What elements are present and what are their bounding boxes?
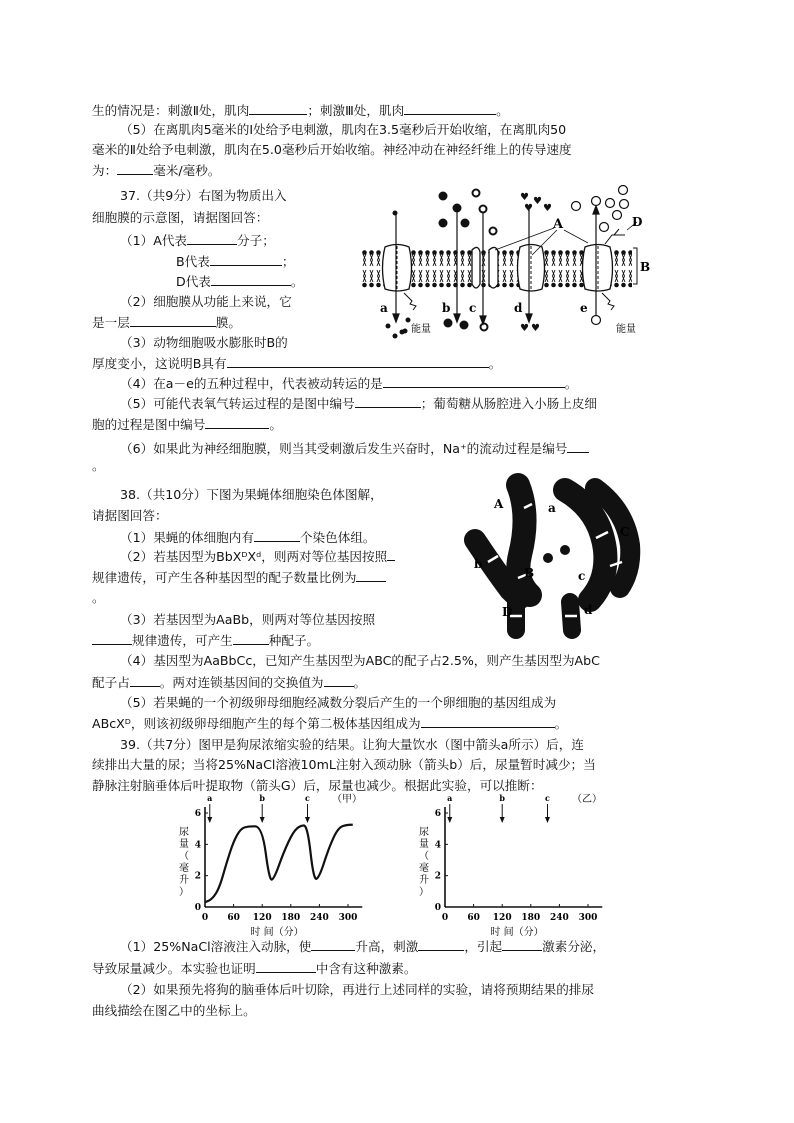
q37-part6-a — [120, 440, 589, 456]
gene-label: a — [548, 501, 556, 515]
q37-part1-b — [176, 253, 294, 269]
text: 导致尿量减少。本实验也证明 — [92, 961, 256, 976]
text: 。 — [564, 376, 578, 391]
gene-label: B — [524, 566, 535, 580]
svg-text:♥: ♥ — [520, 192, 529, 203]
text: 中含有这种激素。 — [315, 961, 417, 976]
arrow-label: a — [447, 793, 453, 803]
answer-blank[interactable] — [387, 548, 395, 561]
q37-part5-a — [120, 395, 597, 411]
x-tick-label: 120 — [252, 913, 272, 923]
text: （2）若基因型为BbXᴰXᵈ，则两对等位基因按照 — [120, 549, 388, 564]
q39-part2-a: （2）如果预先将狗的脑垂体后叶切除，再进行上述同样的实验，请将预期结果的排尿 — [120, 982, 594, 997]
answer-blank[interactable] — [205, 416, 269, 429]
q38-part4-a: （4）基因型为AaBbCc，已知产生基因型为ABC的配子占2.5%，则产生基因型为AbC — [120, 653, 600, 668]
text: 。 — [269, 417, 282, 432]
text: 激素分泌， — [542, 939, 606, 954]
text: 是一层 — [92, 315, 130, 330]
y-tick-label: 2 — [194, 871, 201, 882]
answer-blank[interactable] — [187, 232, 237, 245]
text: ，引起 — [464, 939, 503, 954]
answer-blank[interactable] — [130, 674, 160, 687]
svg-text:♥: ♥ — [520, 323, 529, 334]
text: （1）25%NaCl溶液注入动脉，使 — [120, 939, 312, 954]
x-tick-label: 60 — [227, 913, 240, 923]
text: 。 — [353, 675, 367, 690]
y-tick-label: 4 — [194, 840, 201, 851]
answer-blank[interactable] — [233, 632, 269, 645]
text: 生的情况是：刺激Ⅱ处，肌肉 — [92, 103, 250, 118]
label-e: e — [580, 301, 588, 315]
label-D: D — [632, 215, 643, 229]
chromosome-diagram — [450, 470, 670, 645]
answer-blank[interactable] — [355, 395, 421, 408]
x-tick-label: 300 — [338, 913, 358, 923]
arrow-head — [545, 817, 550, 823]
answer-blank[interactable] — [256, 960, 316, 973]
x-tick-label: 0 — [441, 913, 449, 923]
x-tick-label: 120 — [492, 913, 512, 923]
text: 。 — [496, 103, 509, 118]
text: 胞的过程是图中编号 — [92, 417, 206, 432]
q39-part1-b — [92, 960, 416, 976]
q36-line-1 — [92, 102, 509, 118]
answer-blank[interactable] — [254, 529, 300, 542]
y-tick-label: 2 — [434, 871, 441, 882]
urine-chart-yi — [410, 790, 610, 940]
x-tick-label: 240 — [550, 913, 569, 923]
q37-part4 — [120, 375, 577, 391]
gene-label: c — [578, 569, 586, 583]
q39-part2-b: 曲线描绘在图乙中的坐标上。 — [92, 1003, 256, 1018]
q37-part6-b: 。 — [92, 458, 105, 473]
y-axis-label: （ — [419, 851, 429, 862]
chromosome-C-c — [565, 490, 605, 600]
answer-blank[interactable] — [210, 253, 282, 266]
q36-part5-line2: 毫米的Ⅱ处给予电刺激，肌肉在5.0毫秒后开始收缩。神经冲动在神经纤维上的传导速度 — [92, 142, 572, 157]
y-axis-label: 尿 — [179, 827, 189, 838]
text: 规律遗传，可产生各种基因型的配子数量比例为 — [92, 570, 357, 585]
arrow-head — [207, 817, 212, 823]
q37-part1-a — [120, 232, 275, 248]
y-tick-label: 0 — [194, 903, 201, 913]
text: 毫米/毫秒。 — [153, 163, 221, 178]
answer-blank[interactable] — [324, 674, 354, 687]
y-axis-label: 量 — [179, 839, 189, 850]
text: 膜。 — [215, 315, 241, 330]
urine-volume-curve — [205, 825, 353, 903]
q38-part2-a — [120, 548, 395, 564]
arrow-head — [447, 817, 452, 823]
q39-part1-a — [120, 938, 605, 954]
q37-part2-a: （2）细胞膜从功能上来说，它 — [120, 294, 292, 309]
gene-label: D — [502, 605, 513, 619]
q37-intro-2: 细胞膜的示意图，请据图回答： — [92, 210, 269, 225]
text: D代表 — [176, 274, 211, 289]
y-axis-label: 升 — [179, 875, 189, 886]
text: 。 — [554, 716, 568, 731]
x-tick-label: 180 — [521, 913, 541, 923]
svg-text:♥: ♥ — [524, 203, 533, 214]
q37-part5-b — [92, 416, 282, 432]
arrow-head — [260, 817, 265, 823]
answer-blank[interactable] — [92, 632, 132, 645]
x-tick-label: 0 — [201, 913, 209, 923]
x-tick-label: 180 — [281, 913, 301, 923]
y-tick-label: 0 — [434, 903, 441, 913]
urine-chart-jia — [170, 790, 370, 940]
q37-intro-1: 37.（共9分）右图为物质出入 — [120, 188, 287, 203]
q38-part1 — [120, 529, 376, 545]
y-axis-label: 毫 — [179, 863, 189, 874]
q36-part5-line1: （5）在离肌肉5毫米的Ⅰ处给予电刺激，肌肉在3.5毫秒后开始收缩，在离肌肉50 — [120, 122, 567, 137]
label-b: b — [442, 301, 451, 315]
y-axis-label: ） — [179, 887, 189, 898]
text: 。 — [290, 274, 304, 289]
x-tick-label: 60 — [467, 913, 480, 923]
q37-part1-c — [176, 273, 303, 289]
answer-blank[interactable] — [418, 938, 464, 951]
y-tick-label: 4 — [434, 840, 441, 851]
label-c: c — [469, 301, 477, 315]
y-axis-label: 尿 — [419, 827, 429, 838]
q38-intro-2: 请据图回答： — [92, 508, 168, 523]
label-B: B — [640, 260, 651, 274]
q37-part2-b — [92, 314, 241, 330]
arrow-head — [305, 817, 310, 823]
answer-blank[interactable] — [421, 715, 555, 728]
answer-blank[interactable] — [130, 314, 216, 327]
text: 。 — [488, 356, 502, 371]
svg-text:♥: ♥ — [531, 323, 540, 334]
chart-title: （乙） — [572, 794, 602, 805]
gene-label: C — [620, 525, 630, 539]
arrow-label: b — [259, 793, 265, 803]
q38-part3-a: （3）若基因型为AaBb，则两对等位基因按照 — [120, 612, 376, 627]
text: ABcXᴰ，则该初级卵母细胞产生的每个第二极体基因组成为 — [92, 716, 421, 731]
text: （4）在a－e的五种过程中，代表被动转运的是 — [120, 376, 383, 391]
text: 种配子。 — [268, 633, 320, 648]
label-energy-a: 能量 — [411, 324, 431, 335]
text: ；葡萄糖从肠腔进入小肠上皮细 — [420, 396, 598, 411]
text: 。两对连锁基因间的交换值为 — [159, 675, 324, 690]
q38-part4-b — [92, 674, 366, 690]
text: 厚度变小，这说明B具有 — [92, 356, 227, 371]
answer-blank[interactable] — [249, 102, 307, 115]
y-axis-label: 升 — [419, 875, 429, 886]
gene-label: d — [584, 603, 593, 617]
q39-intro-3: 静脉注射脑垂体后叶提取物（箭头G）后，尿量也减少。根据此实验，可以推断： — [92, 778, 543, 793]
text: 升高，刺激 — [355, 939, 419, 954]
y-axis-label: 量 — [419, 839, 429, 850]
y-axis-label: （ — [179, 851, 189, 862]
y-axis-label: ） — [419, 887, 429, 898]
q38-part2-c: 。 — [92, 590, 105, 605]
chart-title: （甲） — [332, 794, 362, 805]
q36-part5-line3 — [92, 162, 220, 178]
arrow-head — [500, 817, 505, 823]
text: （5）可能代表氧气转运过程的是图中编号 — [120, 396, 355, 411]
arrow-label: c — [545, 793, 550, 803]
text: B代表 — [176, 254, 210, 269]
x-tick-label: 300 — [578, 913, 598, 923]
svg-text:♥: ♥ — [533, 196, 542, 207]
q39-intro-1: 39.（共7分）图甲是狗尿浓缩实验的结果。让狗大量饮水（图中箭头a所示）后，连 — [120, 737, 584, 752]
text: 分子； — [237, 233, 275, 248]
cell-membrane-diagram — [340, 180, 670, 340]
answer-blank[interactable] — [383, 375, 565, 388]
q37-part3-a: （3）动物细胞吸水膨胀时B的 — [120, 335, 288, 350]
text: ；刺激Ⅲ处，肌肉 — [307, 103, 405, 118]
gene-label: b — [474, 557, 483, 571]
answer-blank[interactable] — [211, 273, 291, 286]
q37-part3-b — [92, 355, 501, 371]
answer-blank[interactable] — [356, 569, 386, 582]
x-axis-label: 时 间（分） — [490, 927, 544, 938]
q38-part5-a: （5）若果蝇的一个初级卵母细胞经减数分裂后产生的一个卵细胞的基因组成为 — [120, 695, 557, 710]
answer-blank[interactable] — [227, 355, 489, 368]
q38-part3-b — [92, 632, 319, 648]
text: （6）如果此为神经细胞膜，则当其受刺激后发生兴奋时，Na⁺的流动过程是编号 — [120, 441, 568, 456]
y-tick-label: 6 — [194, 809, 201, 819]
label-A: A — [553, 217, 564, 232]
answer-blank[interactable] — [404, 102, 496, 115]
text: 个染色体组。 — [299, 530, 376, 545]
svg-text:♥: ♥ — [543, 203, 552, 214]
text: 为： — [92, 163, 118, 178]
text: 配子占 — [92, 675, 130, 690]
answer-blank[interactable] — [117, 162, 153, 175]
x-tick-label: 240 — [310, 913, 329, 923]
text: （1）果蝇的体细胞内有 — [120, 530, 254, 545]
answer-blank[interactable] — [567, 440, 589, 453]
answer-blank[interactable] — [502, 938, 542, 951]
text: 规律遗传，可产生 — [132, 633, 233, 648]
q38-part2-b — [92, 569, 386, 585]
q38-part5-b — [92, 715, 567, 731]
q38-intro-1: 38.（共10分）下图为果蝇体细胞染色体图解， — [120, 487, 383, 502]
gene-label: A — [494, 497, 504, 511]
label-energy-e: 能量 — [616, 324, 636, 335]
y-tick-label: 6 — [434, 809, 441, 819]
q39-intro-2: 续排出大量的尿；当将25%NaCl溶液10mL注射入颈动脉（箭头b）后，尿量暂时减少；当 — [92, 757, 596, 772]
arrow-label: b — [499, 793, 505, 803]
text: （1）A代表 — [120, 233, 188, 248]
y-axis-label: 毫 — [419, 863, 429, 874]
arrow-label: c — [305, 793, 310, 803]
arrow-label: a — [207, 793, 213, 803]
label-a: a — [380, 301, 388, 315]
label-d: d — [514, 301, 523, 315]
text: ； — [281, 254, 295, 269]
answer-blank[interactable] — [311, 938, 355, 951]
channel-protein-right — [489, 247, 498, 288]
channel-protein-left — [472, 247, 480, 288]
x-axis-label: 时 间（分） — [250, 927, 304, 938]
